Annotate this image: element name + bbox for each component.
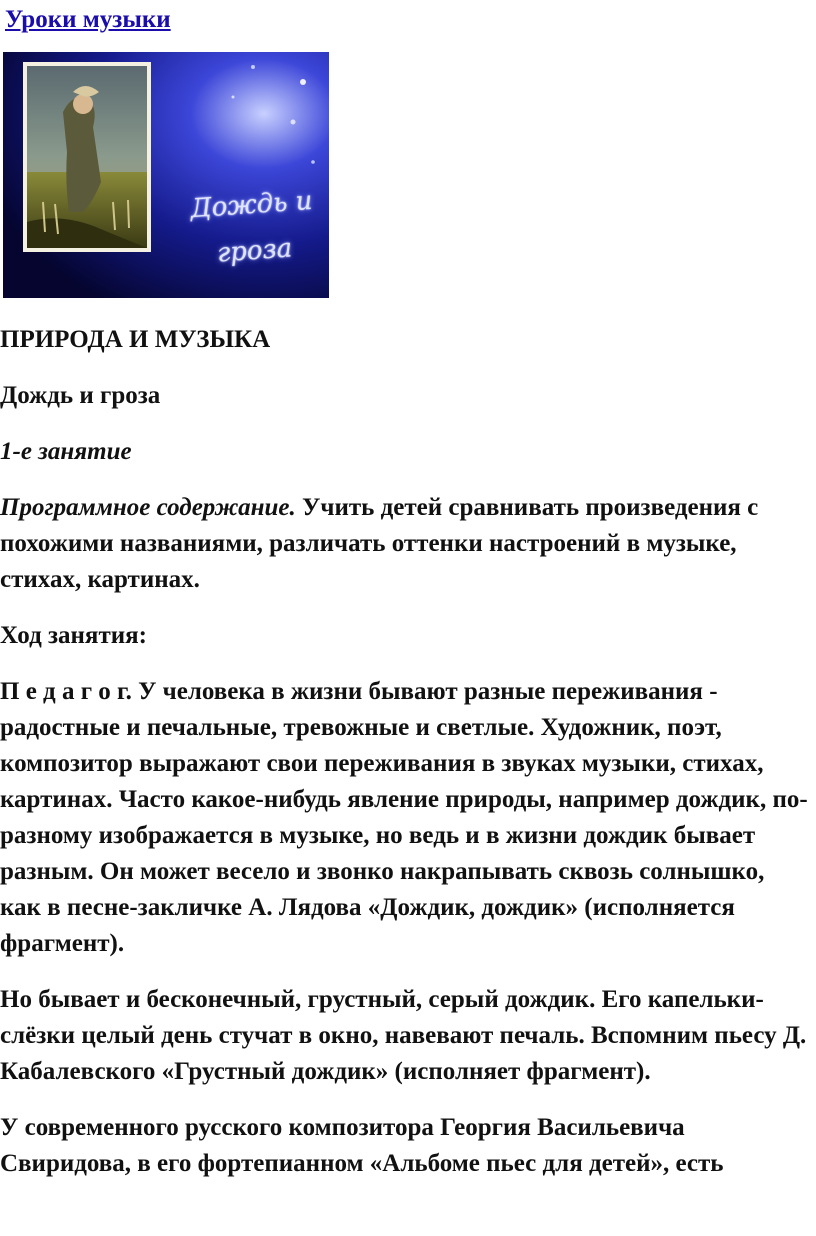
lessons-link[interactable]: Уроки музыки bbox=[5, 6, 171, 33]
section-title: ПРИРОДА И МУЗЫКА bbox=[0, 326, 271, 353]
cover-illustration bbox=[3, 52, 329, 298]
topic-title: Дождь и гроза bbox=[0, 382, 161, 409]
page bbox=[5, 0, 813, 35]
cover-caption-line1: Дождь и bbox=[189, 185, 314, 225]
cover-caption bbox=[180, 177, 326, 279]
paragraph-3: У современного русского композитора Георгия Васильевича Свиридова, в его фортепианном «Альбоме пьес для детей», есть bbox=[0, 1114, 724, 1177]
program-text: Учить детей сравнивать произведения с похожими названиями, различать оттенки настроений в музыке, стихах, картинах. bbox=[0, 494, 759, 593]
article-body bbox=[0, 322, 808, 1202]
teacher-paragraph bbox=[0, 674, 808, 962]
paragraph-1: У человека в жизни бывают разные переживания - радостные и печальные, тревожные и светлые. Художник, поэт, композитор выражают свои переживания в звуках музыки, стихах, картинах. Часто какое-нибудь явление природы, например дождик, по-разному изображается в музыке, но ведь и в жизни дождик бывает разным. Он может весело и звонко накрапывать сквозь солнышко, как в песне-закличке А. Лядова «Дождик, дождик» (исполняется фрагмент). bbox=[0, 678, 808, 957]
course-heading: Ход занятия: bbox=[0, 622, 147, 649]
teacher-label: П е д а г о г. bbox=[0, 678, 132, 705]
cover-caption-line2: гроза bbox=[216, 233, 294, 269]
program-paragraph bbox=[0, 490, 808, 598]
program-label: Программное содержание. bbox=[0, 494, 296, 521]
lesson-label: 1-е занятие bbox=[0, 438, 132, 465]
paragraph-2: Но бывает и бесконечный, грустный, серый дождик. Его капельки-слёзки целый день стучат в окно, навевают печаль. Вспомним пьесу Д. Кабалевского «Грустный дождик» (исполняет фрагмент). bbox=[0, 986, 807, 1085]
